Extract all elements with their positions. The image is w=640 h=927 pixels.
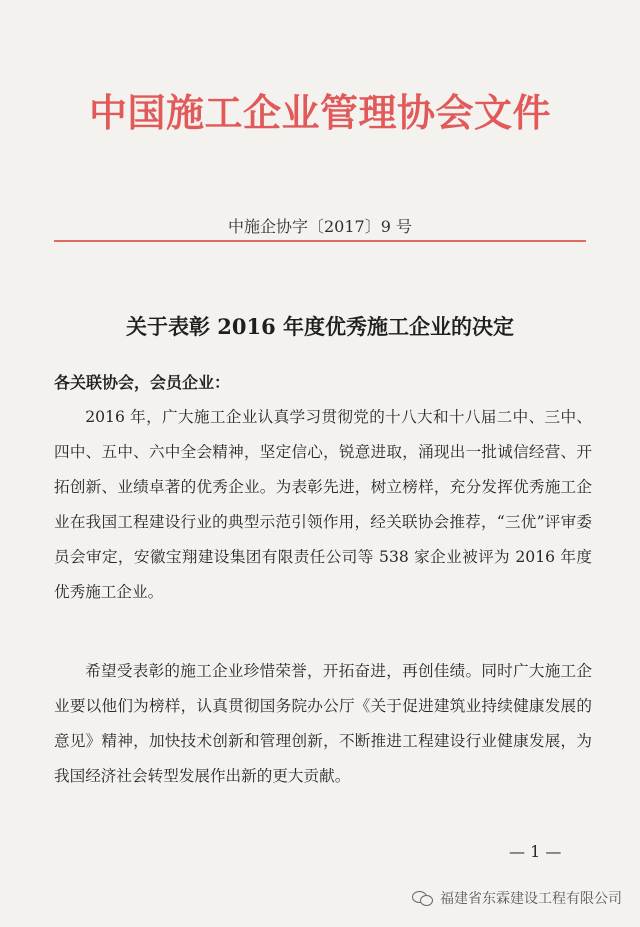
watermark	[412, 888, 622, 908]
watermark-text: 福建省东霖建设工程有限公司	[440, 891, 622, 907]
red-divider-line	[54, 240, 586, 242]
body-paragraph-2: 希望受表彰的施工企业珍惜荣誉，开拓奋进，再创佳绩。同时广大施工企业要以他们为榜样，认真贯彻国务院办公厅《关于促进建筑业持续健康发展的意见》精神，加快技术创新和管理创新，不断推进工程建设行业健康发展，为我国经济社会转型发展作出新的更大贡献。	[54, 662, 592, 785]
salutation: 各关联协会，会员企业：	[54, 373, 231, 392]
document-header-title: 中国施工企业管理协会文件	[88, 90, 551, 135]
wechat-icon	[412, 889, 434, 907]
document-title: 关于表彰 2016 年度优秀施工企业的决定	[125, 314, 515, 339]
body-paragraph-1: 2016 年，广大施工企业认真学习贯彻党的十八大和十八届二中、三中、四中、五中、六中全会精神，坚定信心，锐意进取，涌现出一批诚信经营、开拓创新、业绩卓著的优秀企业。为表彰先进，树立榜样，充分发挥优秀施工企业在我国工程建设行业的典型示范引领作用，经关联协会推荐，“三优”评审委员会审定，安徽宝翔建设集团有限责任公司等 538 家企业被评为 2016 年度优秀施工企业。	[54, 408, 592, 601]
document-number: 中施企协字〔2017〕9 号	[228, 217, 412, 236]
page-number: — 1 —	[509, 842, 562, 861]
